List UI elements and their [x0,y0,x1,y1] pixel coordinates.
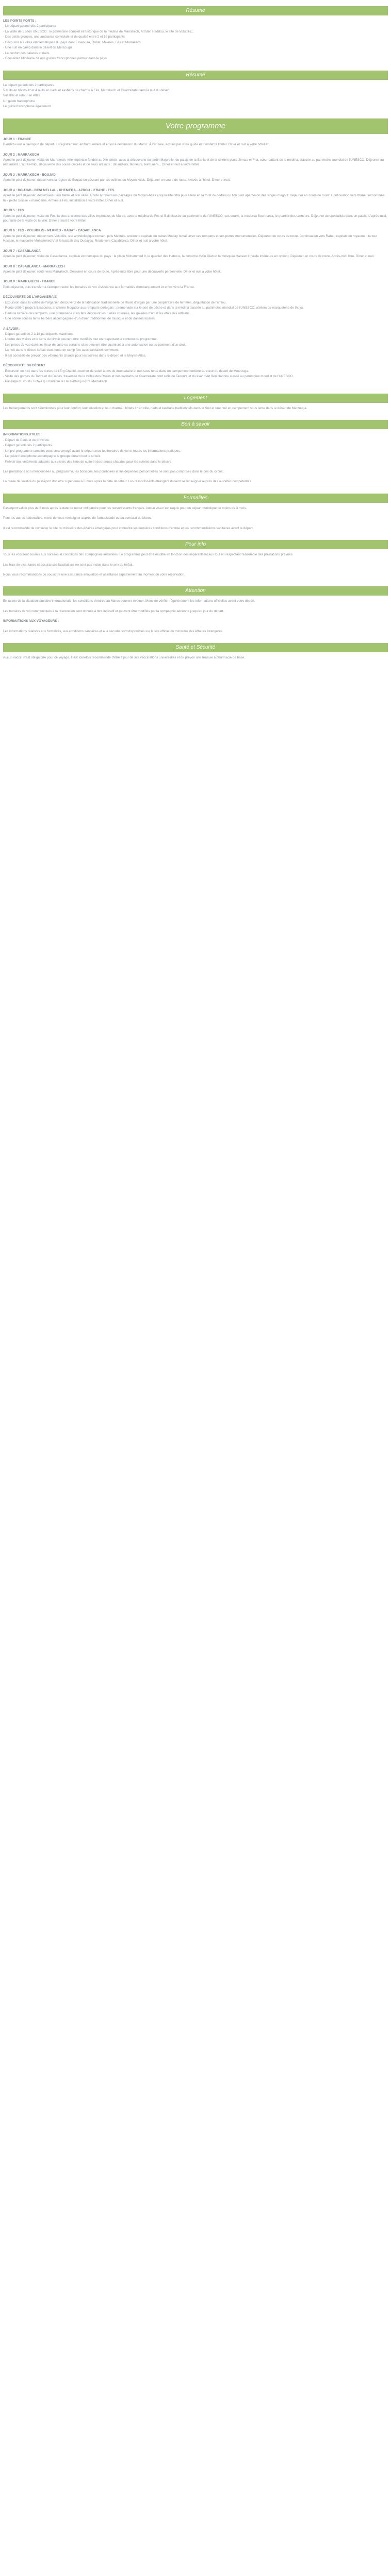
text-line: JOUR 1 : FRANCE [3,137,31,141]
text-line: Passeport valide plus de 6 mois après la date de retour obligatoire pour les ressortissants français. Aucun visa n'est requis pour un séjour touristique de moins de 3 mois. [3,506,247,510]
section-gap [3,578,388,585]
spacer [3,474,388,479]
text-line: 5 nuits en hôtels 4* et 4 nuits en riads et kasbahs de charme à Fès, Marrakech et Ouarzazate dans la nuit du désert [3,88,170,92]
text-line: - Le confort des palaces et riads [3,51,50,55]
text-line: Vol aller et retour en Atlas [3,94,40,98]
text-line: - Prévoir des vêtements adaptés aux visites des lieux de culte et des tenues chaudes pour les soirées dans le désert. [3,460,172,464]
text-line: Nous vous recommandons de souscrire une assurance annulation et assistance rapatriement au moment de votre réservation. [3,573,185,577]
spacer [3,224,388,228]
text-line: LES POINTS FORTS : [3,19,37,23]
spacer [3,558,388,562]
text-line: - Passage du col du Tichka qui traverse le Haut-Atlas jusqu'à Marrakech. [3,380,108,384]
spacer [3,275,388,279]
text-line: Les prestations non mentionnées au programme, les boissons, les pourboires et les dépenses personnelles ne sont pas comprises dans le prix du circuit. [3,469,224,473]
section-title: Résumé [3,6,388,15]
spacer [3,465,388,469]
section-gap [3,385,388,392]
section-gap [3,485,388,492]
text-line: JOUR 9 : MARRAKECH - FRANCE [3,280,56,284]
text-line: - Une nuit en camp dans le désert de Merzouga [3,46,72,50]
text-line: Aucun vaccin n'est obligatoire pour ce voyage. Il est toutefois recommandé d'être à jour de ses vaccinations universelles et de prévoir une trousse à pharmacie de base. [3,656,245,660]
text-line: - Une soirée sous la tente berbère accompagnée d'un dîner traditionnel, de musique et de danses locales. [3,317,156,321]
spacer [3,204,388,208]
text-line: - Les prises de vue dans les lieux de culte ou certains sites peuvent être soumises à une autorisation ou au paiement d'un droit. [3,343,187,347]
text-line: Après le petit déjeuner, départ vers Beni Mellal et son oasis. Route à travers les paysages du Moyen-Atlas jusqu'à Khenifra puis Azrou et sa forêt de cèdres où l'on peut apercevoir des singes magots. Déjeuner en cours de route. Continuation vers Ifrane, surnommée la « petite Suisse » marocaine. Arrivée à Fès, installation à votre hôtel. Dîner et nuit. [3,194,385,202]
spacer [3,290,388,294]
text-line: - La visite de 5 sites UNESCO : le patrimoine complet et historique de la médina de Marrakech, Aït Ben Haddou, le site de Volubilis... [3,29,194,33]
text-line: Après le petit déjeuner, route vers Marrakech. Déjeuner en cours de route. Après-midi libre pour une découverte personnelle. Dîner et nuit à votre hôtel. [3,270,221,274]
spacer [3,148,388,152]
text-line: Tous les vols sont soumis aux horaires et conditions des compagnies aériennes. Le programme peut être modifié en fonction des impératifs locaux tout en respectant l'ensemble des prestations prévues. [3,553,294,557]
section-gap [3,62,388,69]
spacer [3,322,388,326]
text-line: Après le petit déjeuner, départ vers Volubilis, site archéologique romain, puis Meknès, ancienne capitale du sultan Moulay Ismaïl avec ses remparts et ses portes monumentales. Déjeuner en cours de route. Continuation vers Rabat, capitale du royaume : la tour Hassan, le mausolée Mohammed V et la kasbah des Oudayas. Route vers Casablanca. Dîner et nuit à votre hôtel. [3,234,378,243]
text-line: INFORMATIONS UTILES : [3,433,43,437]
text-line: JOUR 2 : MARRAKECH [3,152,39,157]
spacer [3,604,388,608]
section-title: Votre programme [3,118,388,134]
text-line: Après le petit déjeuner, visite de Fès, la plus ancienne des villes impériales du Maroc, avec la médina de Fès el-Bali classée au patrimoine de l'UNESCO, ses souks, la médersa Bou Inania, le quartier des tanneurs. Déjeuner de spécialités dans un palais. L'après-midi, poursuite de la visite de la ville. Dîner et nuit à votre hôtel. [3,214,387,223]
section-gap [3,661,388,668]
text-line: Après le petit déjeuner, visite de Marrakech, ville impériale fondée au XIe siècle, avec la découverte du jardin Majorelle, du palais de la Bahia et de la célèbre place Jemaa el-Fna, cœur battant de la médina, classée au patrimoine mondial de l'UNESCO. Déjeuner au restaurant. L'après-midi, découverte des souks colorés et de leurs artisans : dinandiers, tanneurs, teinturiers... Dîner et nuit à votre hôtel. [3,158,384,167]
text-line: DÉCOUVERTE DU DÉSERT [3,364,45,368]
text-line: JOUR 6 : FES - VOLUBILIS - MEKNES - RABAT - CASABLANCA [3,229,101,233]
spacer [3,168,388,172]
text-line: - Départ de Paris et de province. [3,438,50,442]
section-gap [3,110,388,117]
text-line: - Départ garanti dès 2 participants. [3,444,53,448]
section-title: Santé et Sécurité [3,643,388,652]
text-line: - Découvrir les villes emblématiques du pays dont Essaouira, Rabat, Meknès, Fès et Marrakech [3,40,141,44]
section-gap [3,531,388,538]
section-gap [3,634,388,641]
text-line: - Route côtière jusqu'à Essaouira, ancienne Mogador aux remparts portugais : promenade sur le port de pêche et dans la médina classée au patrimoine mondial de l'UNESCO, ateliers de marqueterie de thuya. [3,306,304,310]
text-line: - Excursion dans la vallée de l'arganier, découverte de la fabrication traditionnelle de l'huile d'argan par une coopérative de femmes, dégustation de l'amlou. [3,300,227,304]
text-line: - Départ garanti de 2 à 16 participants maximum. [3,332,74,336]
text-line: - Un pré-programme complet vous sera envoyé avant le départ avec les horaires de vol et toutes les informations pratiques. [3,449,181,453]
text-line: - Dans la lumière des remparts, une promenade vous fera découvrir les ruelles colorées, les galeries d'art et les étals des artisans. [3,311,191,315]
spacer [3,521,388,526]
text-line: Il est recommandé de consulter le site du ministère des Affaires étrangères pour connaître les dernières conditions d'entrée et les recommandations sanitaires avant le départ. [3,526,254,530]
text-line: Un guide francophone [3,99,35,103]
text-line: Après le petit déjeuner, visite de Casablanca, capitale économique du pays : la place Mohammed V, le quartier des Habous, la corniche d'Aïn Diab et la mosquée Hassan II (visite intérieure en option). Déjeuner en cours de route. Après-midi libre. Dîner et nuit. [3,255,374,259]
spacer [3,568,388,572]
text-line: Petit déjeuner, puis transfert à l'aéroport selon les horaires de vol. Assistance aux formalités d'embarquement et envol vers la France. [3,285,195,289]
text-line: JOUR 7 : CASABLANCA [3,249,41,253]
text-line: Les frais de visa, taxes et assurances facultatives ne sont pas inclus dans le prix du forfait. [3,563,134,567]
spacer [3,359,388,363]
text-line: INFORMATIONS AUX VOYAGEURS : [3,619,59,623]
section-gap [3,411,388,418]
spacer [3,614,388,618]
spacer [3,183,388,188]
text-line: - Visite des gorges du Todra et du Dadès, traversée de la vallée des Roses et des kasbahs de Ouarzazate dont celle de Taourirt, et du ksar d'Aït Ben Haddou classé au patrimoine mondial de l'UNESCO. [3,375,294,378]
text-line: - Excursion en 4x4 dans les dunes de l'Erg Chebbi, coucher de soleil à dos de dromadaire et nuit sous tente dans un campement berbère au cœur du désert de Merzouga. [3,369,249,373]
section-title: Pour info [3,540,388,549]
text-line: Les informations relatives aux formalités, aux conditions sanitaires et à la sécurité sont disponibles sur le site officiel du ministère des Affaires étrangères. [3,629,223,633]
text-line: JOUR 3 : MARRAKECH - BOUJAD [3,173,56,177]
spacer [3,260,388,264]
spacer [3,511,388,515]
section-title: Résumé [3,71,388,80]
text-line: - Le guide francophone accompagne le groupe durant tout le circuit. [3,454,101,459]
text-line: Les horaires de vol communiqués à la réservation sont donnés à titre indicatif et peuvent être modifiés par la compagnie aérienne jusqu'au jour du départ. [3,609,224,613]
text-line: JOUR 5 : FES [3,209,24,213]
text-line: JOUR 4 : BOUJAD - BENI MELLAL - KHENIFRA - AZROU - IFRANE - FES [3,188,115,192]
text-line: Les hébergements sont sélectionnés pour leur confort, leur situation et leur charme : hôtels 4* en ville, riads et kasbahs traditionnels dans le Sud et une nuit en campement sous tente dans le désert de Merzouga. [3,406,307,410]
section-title: Formalités [3,494,388,503]
text-line: Après le petit déjeuner, départ vers la région de Boujad en passant par les collines du Moyen-Atlas. Déjeuner en cours de route. Arrivée à l'hôtel. Dîner et nuit. [3,178,231,182]
text-line: - Il est conseillé de prévoir des vêtements chauds pour les soirées dans le désert et le Moyen-Atlas. [3,353,146,358]
section-title: Logement [3,394,388,403]
section-title: Attention [3,586,388,596]
text-line: Pour les autres nationalités, merci de vous renseigner auprès de l'ambassade ou du consulat du Maroc. [3,516,153,520]
text-line: DÉCOUVERTE DE L'ARGANERAIE [3,295,57,299]
text-line: - Le départ garanti dès 2 participants [3,24,56,28]
text-line: - La nuit dans le désert se fait sous tente en camp fixe avec sanitaires communs. [3,348,120,352]
spacer [3,244,388,248]
text-line: La durée de validité du passeport doit être supérieure à 6 mois après la date de retour. Les ressortissants étrangers doivent se renseigner auprès des autorités compétentes. [3,480,252,484]
text-line: - L'ordre des visites et le sens du circuit peuvent être modifiés tout en respectant le contenu du programme. [3,337,158,342]
text-line: - Des petits groupes, une ambiance conviviale et de qualité entre 2 et 16 participants [3,35,125,39]
text-line: Le guide francophone également [3,105,51,109]
section-title: Bon à savoir [3,420,388,429]
text-line: Rendez-vous à l'aéroport de départ. Enregistrement, embarquement et envol à destination du Maroc. À l'arrivée, accueil par votre guide et transfert à l'hôtel. Dîner et nuit à votre hôtel 4*. [3,143,270,147]
text-line: Le départ garanti dès 2 participants [3,83,54,87]
text-line: A SAVOIR : [3,327,21,331]
spacer [3,624,388,629]
document [3,6,388,668]
text-line: - Conseillez l'itinéraire de nos guides francophones partout dans le pays [3,57,107,61]
text-line: En raison de la situation sanitaire internationale, les conditions d'entrée au Maroc peuvent évoluer. Merci de vérifier régulièrement les informations officielles avant votre départ. [3,599,255,603]
text-line: JOUR 8 : CASABLANCA - MARRAKECH [3,264,65,268]
